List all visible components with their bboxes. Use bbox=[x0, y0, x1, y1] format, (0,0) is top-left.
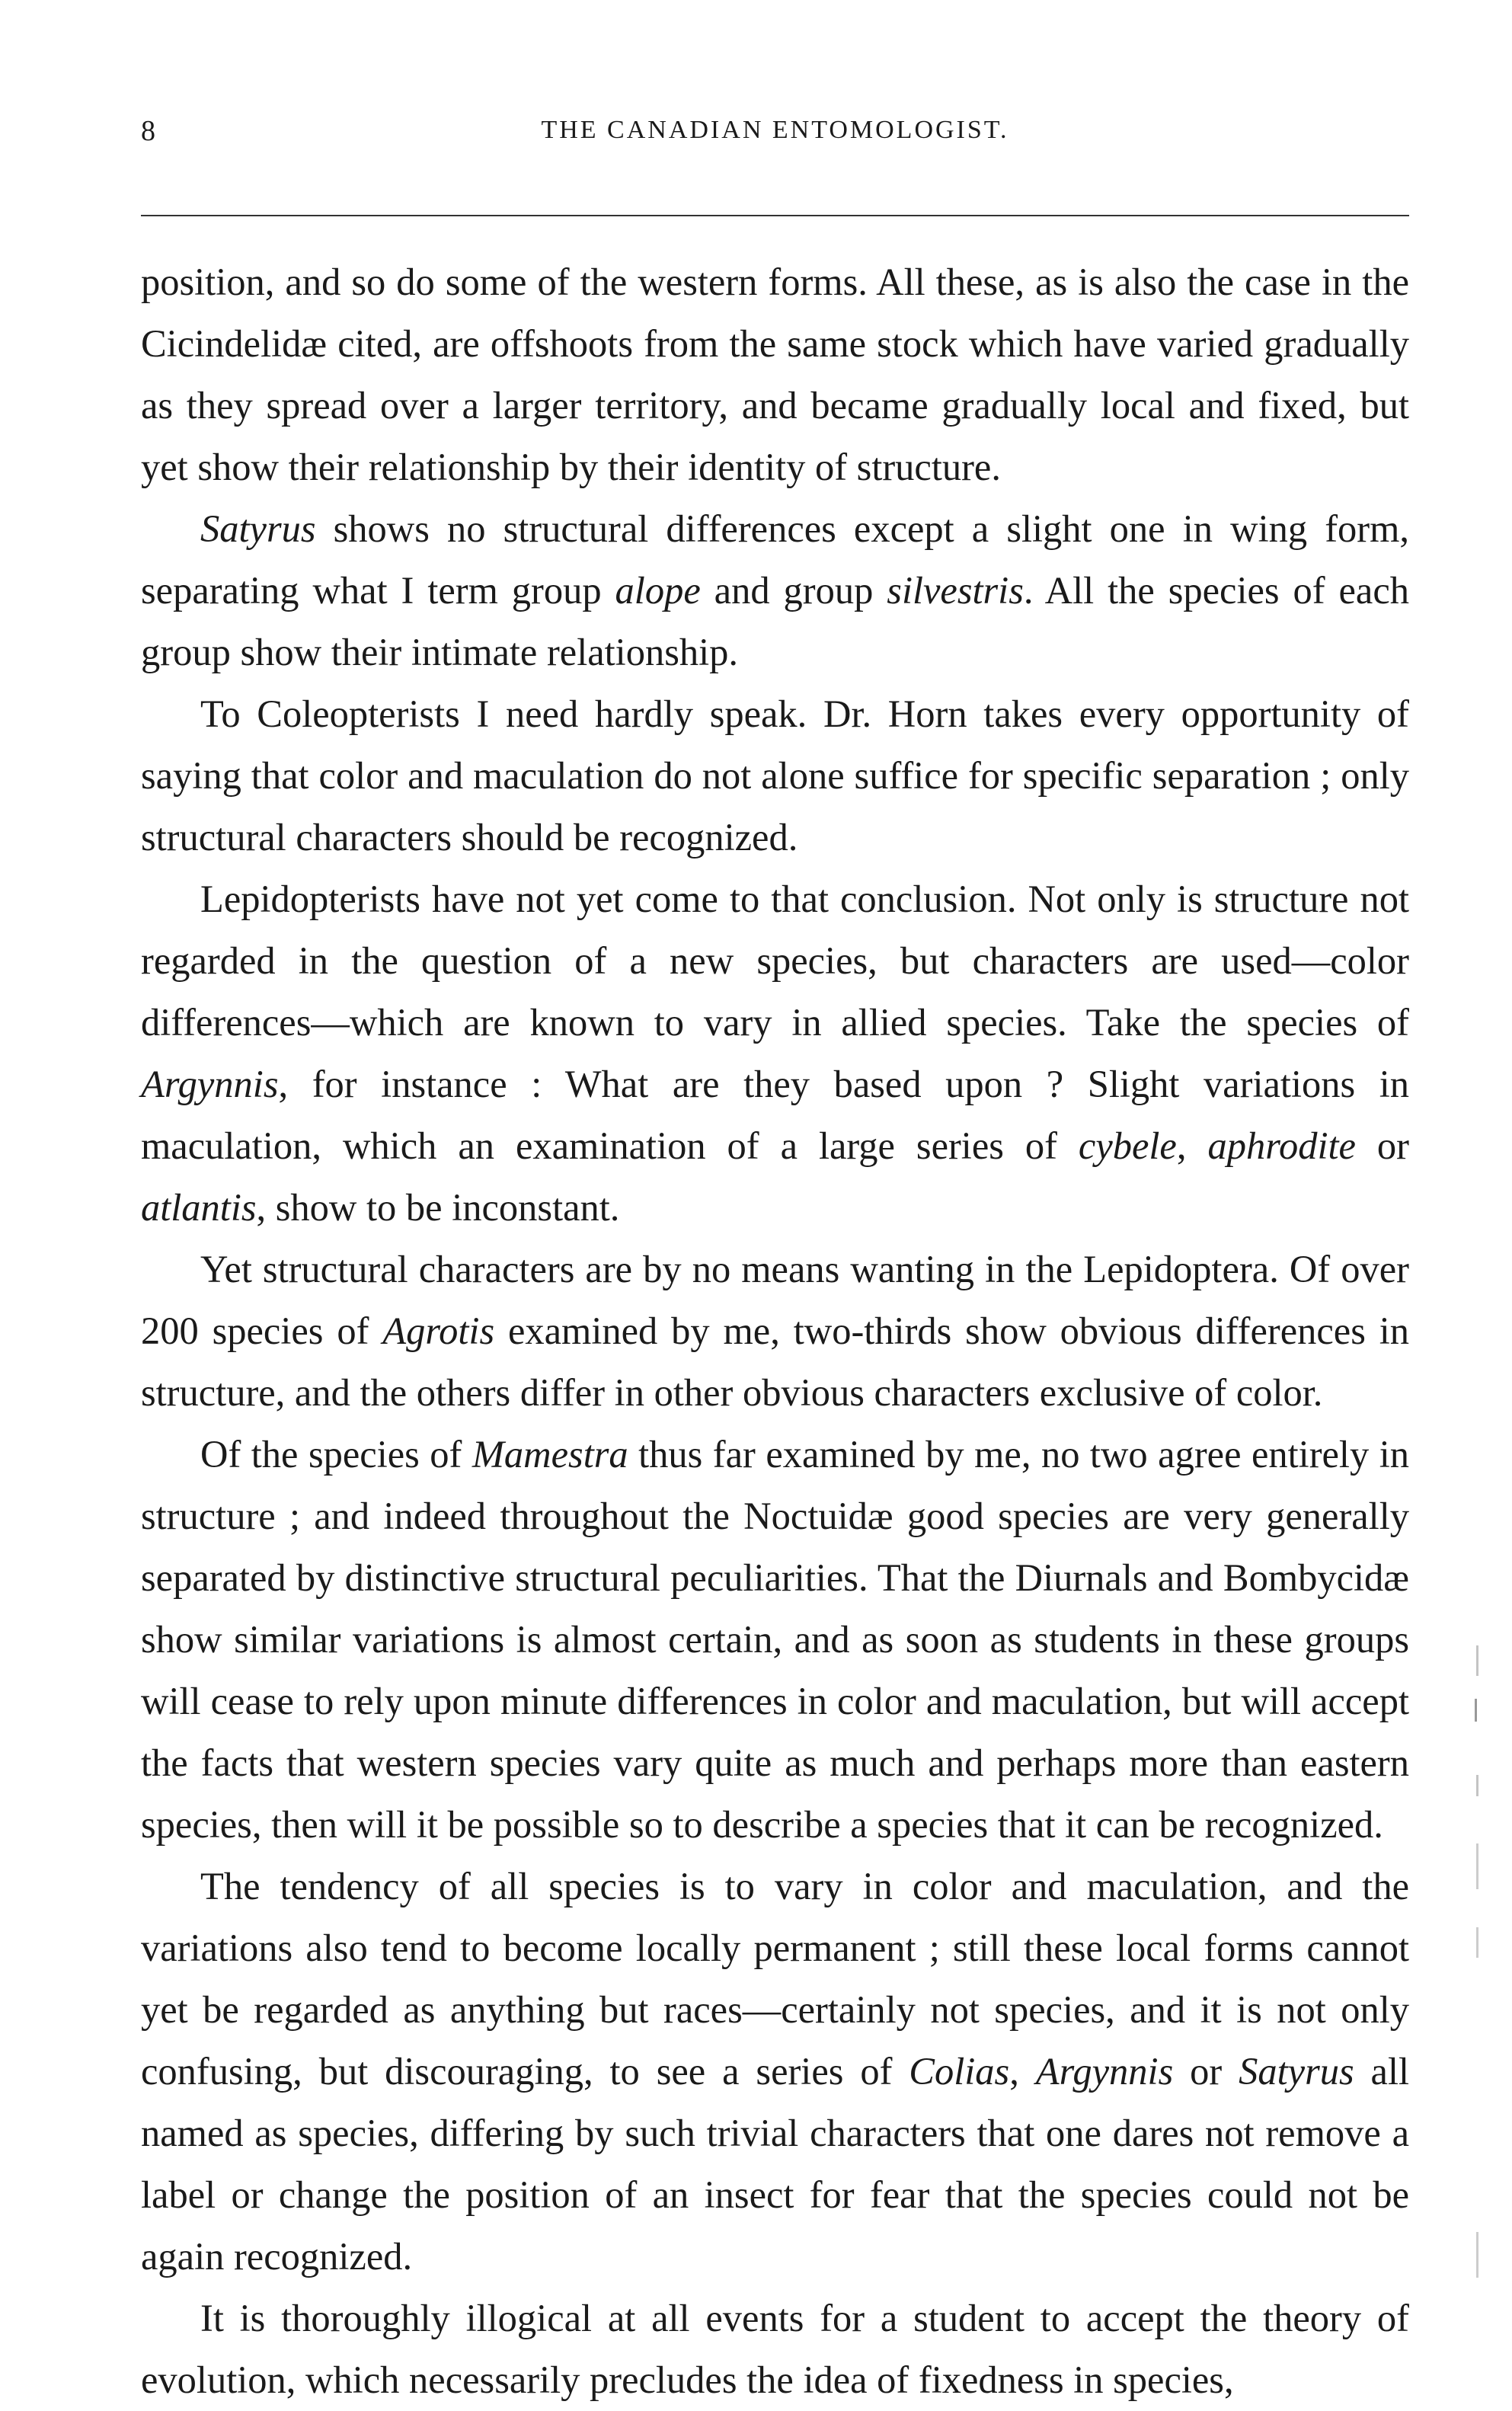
text-run: examined by me, two-thirds show obvious differences in structure, and the others differ in other obvious characters exclusive of color. bbox=[141, 1309, 1409, 1414]
margin-mark bbox=[1476, 1843, 1478, 1889]
paragraph bbox=[141, 1856, 1409, 2288]
italic-term: Colias bbox=[909, 2050, 1010, 2093]
header-rule bbox=[141, 215, 1409, 216]
journal-page bbox=[141, 114, 1410, 2401]
italic-term: Mamestra bbox=[472, 1433, 628, 1476]
article-body bbox=[141, 251, 1409, 2411]
margin-mark bbox=[1475, 1699, 1477, 1722]
paragraph bbox=[141, 2288, 1409, 2411]
paragraph bbox=[141, 251, 1409, 498]
italic-term: Agrotis bbox=[382, 1309, 495, 1352]
margin-mark bbox=[1476, 1775, 1478, 1796]
italic-term: silvestris bbox=[887, 569, 1024, 612]
text-run: Yet structural characters are by no means wanting in the Lepidoptera. Of over 200 species of bbox=[141, 1248, 1409, 1352]
margin-mark bbox=[1476, 2232, 1478, 2278]
text-run: . All the species of each group show their intimate relationship. bbox=[141, 569, 1409, 673]
paragraph bbox=[141, 683, 1409, 868]
paragraph bbox=[141, 1239, 1409, 1424]
paragraph bbox=[141, 868, 1409, 1239]
text-run: , for instance : What are they based upon ? Slight variations in maculation, which an examination of a large series of bbox=[141, 1063, 1409, 1167]
italic-term: Argynnis bbox=[1035, 2050, 1174, 2093]
text-run: all named as species, differing by such trivial characters that one dares not remove a label or change the position of an insect for fear that the species could not be again recognized. bbox=[141, 2050, 1410, 2278]
text-run: , show to be inconstant. bbox=[256, 1186, 620, 1229]
italic-term: aphrodite bbox=[1207, 1124, 1356, 1167]
italic-term: Satyrus bbox=[200, 507, 316, 550]
text-run: position, and so do some of the western forms. All these, as is also the case in the Cicindelidæ cited, are offshoots from the same stock which have varied gradually as they spread over a larger territory, and became gradually local and fixed, but yet show their relationship by their identity of structure. bbox=[141, 261, 1409, 488]
text-run: , bbox=[1009, 2050, 1036, 2093]
italic-term: Argynnis bbox=[141, 1063, 279, 1105]
text-run: Lepidopterists have not yet come to that conclusion. Not only is structure not regarded in the question of a new species, but characters are used—color differences—which are known to vary in allied species. Take the species of bbox=[141, 878, 1409, 1044]
text-run: thus far examined by me, no two agree entirely in structure ; and indeed throughout the Noctuidæ good species are very generally separated by distinctive structural peculiarities. That the Diurnals and Bombycidæ show similar variations is almost certain, and as soon as students in these groups will cease to rely upon minute differences in color and maculation, but will accept the facts that western species vary quite as much and perhaps more than eastern species, then will it be possible so to describe a species that it can be recognized. bbox=[141, 1433, 1409, 1846]
paragraph bbox=[141, 498, 1409, 683]
text-run: shows no structural differences except a slight one in wing form, separating what I term group bbox=[141, 507, 1409, 612]
margin-mark bbox=[1476, 1927, 1478, 1958]
italic-term: alope bbox=[615, 569, 701, 612]
text-run: To Coleopterists I need hardly speak. Dr. Horn takes every opportunity of saying that color and maculation do not alone suffice for specific separation ; only structural characters should be recognized. bbox=[141, 692, 1409, 859]
margin-mark bbox=[1476, 1645, 1478, 1676]
text-run: or bbox=[1173, 2050, 1239, 2093]
text-run: It is thoroughly illogical at all events for a student to accept the theory of evolution, which necessarily precludes the idea of fixedness in species, bbox=[141, 2297, 1409, 2401]
paragraph bbox=[141, 1424, 1409, 1856]
italic-term: cybele bbox=[1078, 1124, 1177, 1167]
text-run: and group bbox=[700, 569, 887, 612]
text-run: Of the species of bbox=[200, 1433, 472, 1476]
page-number: 8 bbox=[141, 115, 156, 147]
text-run: , bbox=[1176, 1124, 1208, 1167]
italic-term: Satyrus bbox=[1239, 2050, 1354, 2093]
text-run: or bbox=[1355, 1124, 1409, 1167]
page-header bbox=[141, 114, 1409, 160]
italic-term: atlantis bbox=[141, 1186, 257, 1229]
running-head: THE CANADIAN ENTOMOLOGIST. bbox=[541, 116, 1009, 144]
text-run: The tendency of all species is to vary in color and maculation, and the variations also tend to become locally permanent ; still these local forms cannot yet be regarded as anything but races—certainly not species, and it is not only confusing, but discouraging, to see a series of bbox=[141, 1865, 1409, 2093]
